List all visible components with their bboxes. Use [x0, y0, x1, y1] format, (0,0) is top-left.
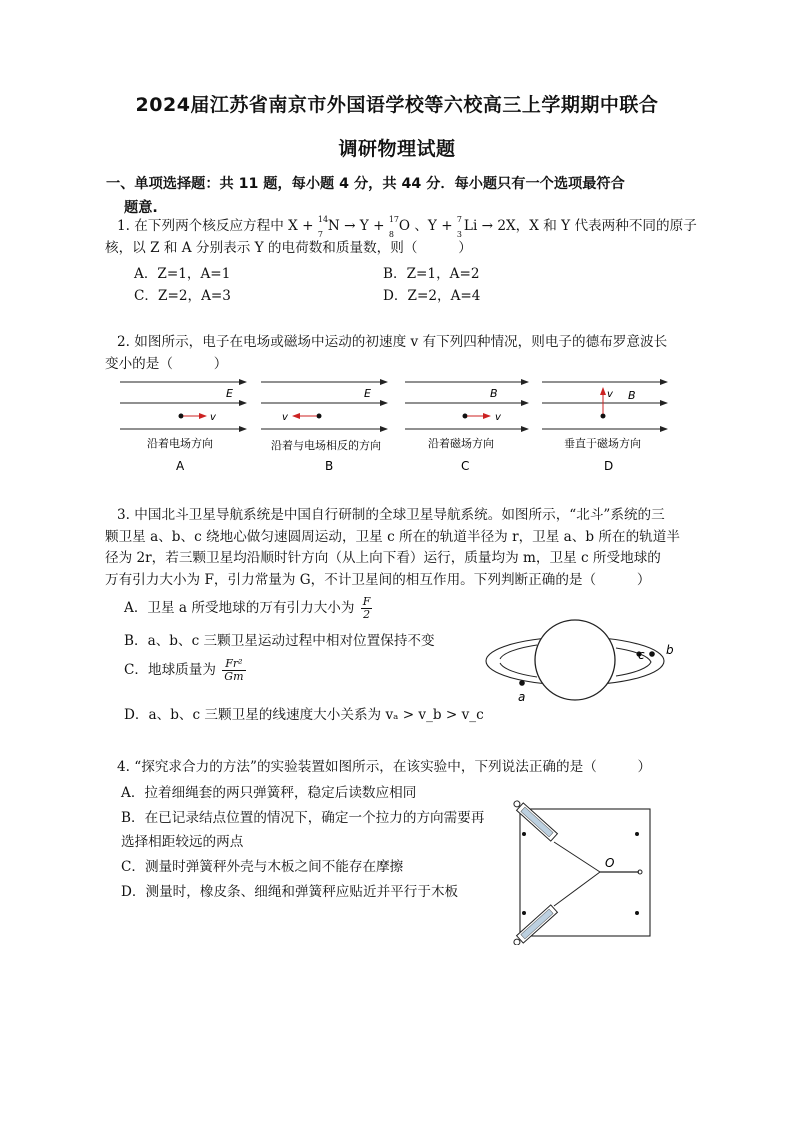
- q1-lead: 1. 在下列两个核反应方程中 X +: [117, 218, 314, 234]
- q3-line4: 万有引力大小为 F，引力常量为 G，不计卫星间的相互作用。下列判断正确的是（ ）: [105, 571, 651, 588]
- inner-orbit: [616, 648, 651, 676]
- panel-b-field-label: E: [364, 387, 371, 400]
- nuclide-n14: 14 7 N: [317, 215, 340, 239]
- q4-line1: 4. “探究求合力的方法”的实验装置如图所示，在该实验中，下列说法正确的是（ ）: [117, 759, 652, 775]
- q3-line3: 径为 2r，若三颗卫星均沿顺时针方向（从上向下看）运行，质量均为 m，卫星 c 所受地球的: [105, 550, 661, 566]
- q2-panel-b: [261, 382, 387, 473]
- nuclide-o17: 17 8 O: [388, 215, 410, 239]
- label-b: b: [666, 643, 674, 657]
- panel-d-electron: [601, 414, 606, 419]
- panel-d-caption: 垂直于磁场方向: [564, 437, 641, 450]
- panel-a-field-label: E: [226, 387, 233, 400]
- q3-line2: 颗卫星 a、b、c 绕地心做匀速圆周运动，卫星 c 所在的轨道半径为 r，卫星 a、b 所在的轨道半: [105, 528, 680, 545]
- section-heading-line1: 一、单项选择题：共 11 题，每小题 4 分，共 44 分．每小题只有一个选项最符合: [106, 176, 625, 192]
- q3-option-d: D．a、b、c 三颗卫星的线速度大小关系为 vₐ > v_b > v_c: [124, 707, 484, 723]
- panel-c-electron: [463, 414, 468, 419]
- panel-b-v-label: v: [282, 412, 288, 423]
- q3-option-c: C．地球质量为 $\frac{\text{Fr²}}{Gm}$: [124, 657, 244, 683]
- q1-arrow1: → Y +: [344, 218, 385, 234]
- q3-line1: 3. 中国北斗卫星导航系统是中国自行研制的全球卫星导航系统。如图所示，“北斗”系统的三: [117, 507, 665, 523]
- label-a: a: [518, 690, 526, 704]
- panel-c-field-label: B: [490, 387, 498, 400]
- q1-mid: 、Y +: [414, 218, 453, 234]
- q2-figure: [110, 370, 690, 480]
- paper-title-line1: 2024届江苏省南京市外国语学校等六校高三上学期期中联合: [135, 94, 659, 116]
- q1-option-d: D．Z=2，A=4: [383, 288, 481, 304]
- panel-d-v-label: v: [607, 389, 613, 400]
- nuclide-li7: 7 3 Li: [456, 215, 478, 239]
- panel-c-v-label: v: [495, 412, 501, 423]
- section-heading-line2: 题意.: [124, 200, 158, 216]
- q3-option-b: B．a、b、c 三颗卫星运动过程中相对位置保持不变: [124, 633, 435, 649]
- q1-option-c: C．Z=2，A=3: [134, 288, 231, 304]
- question-1: [105, 215, 697, 259]
- q3-a-fraction: $\frac{F}{2}$: [362, 595, 371, 621]
- panel-c-letter: C: [461, 459, 470, 473]
- question-3: [105, 505, 697, 591]
- q2-panel-c: [405, 382, 528, 473]
- paper-title-line2: 调研物理试题: [338, 138, 456, 160]
- panel-b-letter: B: [325, 459, 334, 473]
- q2-panel-d: [542, 382, 667, 473]
- panel-a-caption: 沿着电场方向: [147, 437, 213, 450]
- q2-line2: 变小的是（ ）: [105, 355, 228, 372]
- q1-option-b: B．Z=1，A=2: [383, 266, 480, 282]
- q2-line1: 2. 如图所示，电子在电场或磁场中运动的初速度 v 有下列四种情况，则电子的德布罗意波长: [117, 334, 668, 350]
- q1-line1: [117, 215, 697, 239]
- panel-d-field-label: B: [628, 389, 636, 402]
- earth: [535, 620, 615, 700]
- panel-a-letter: A: [176, 459, 185, 473]
- panel-d-letter: D: [604, 459, 614, 473]
- q1-tail: → 2X，X 和 Y 代表两种不同的原子: [481, 218, 697, 234]
- q2-panel-a: [120, 382, 246, 473]
- q4-option-c: C．测量时弹簧秤外壳与木板之间不能存在摩擦: [121, 859, 404, 875]
- q4-option-b-line1: B．在已记录结点位置的情况下，确定一个拉力的方向需要再: [121, 810, 485, 826]
- q3-option-a: A．卫星 a 所受地球的万有引力大小为 $\frac{F}{2}$: [124, 595, 371, 621]
- satellite-a: [519, 680, 525, 686]
- label-c: c: [638, 648, 645, 662]
- q4-option-a: A．拉着细绳套的两只弹簧秤，稳定后读数应相同: [121, 785, 417, 801]
- q3-orbit-figure: [484, 618, 684, 708]
- label-o: O: [605, 856, 615, 870]
- panel-a-electron: [179, 414, 184, 419]
- q3-c-fraction: $\frac{\text{Fr²}}{Gm}$: [224, 657, 244, 683]
- q4-option-d: D．测量时，橡皮条、细绳和弹簧秤应贴近并平行于木板: [121, 884, 459, 900]
- panel-c-caption: 沿着磁场方向: [428, 437, 494, 450]
- satellite-b: [649, 651, 655, 657]
- q4-option-b-line2: 选择相距较远的两点: [121, 834, 244, 850]
- panel-a-v-label: v: [210, 412, 216, 423]
- panel-b-caption: 沿着与电场相反的方向: [271, 439, 381, 452]
- q1-option-a: A．Z=1，A=1: [134, 266, 231, 282]
- question-4: [117, 757, 697, 779]
- q4-apparatus-figure: [512, 800, 662, 945]
- q1-line2: 核，以 Z 和 A 分别表示 Y 的电荷数和质量数，则（ ）: [105, 239, 472, 256]
- question-2: [105, 332, 697, 375]
- panel-b-electron: [317, 414, 322, 419]
